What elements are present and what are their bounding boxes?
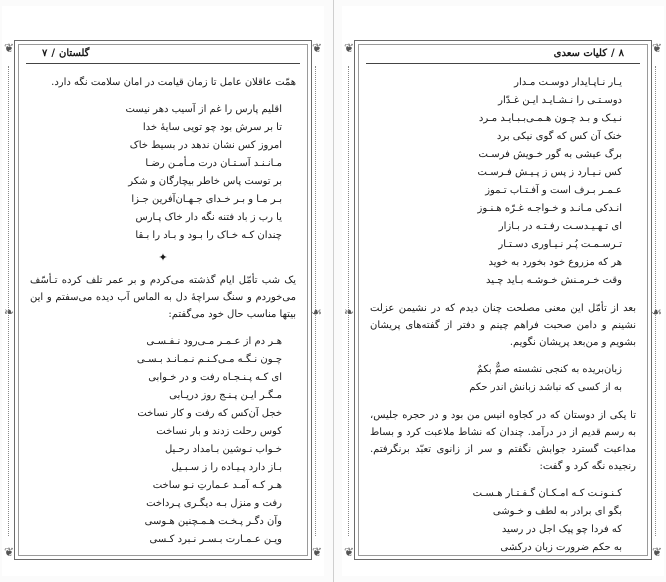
header-title: گلستان — [59, 48, 90, 59]
verse-line: خـواب نـوشین بـامداد رحـیل — [164, 444, 282, 455]
verse-line: انـدکی مـانـد و خـواجـه غـرّه هـنـوز — [477, 203, 622, 214]
verse-line: رفت و منزل بـه دیگـری پـرداخت — [146, 498, 282, 509]
verse-line: خنک آن کس که گوی نیکی برد — [496, 131, 622, 142]
verse-block — [370, 74, 636, 290]
verse-line: ای کـه پـنـجـاه رفت و در خـوابی — [148, 372, 282, 383]
prose-paragraph: یک شب تأمّل ایام گذشته می‌کردم و بر عمر تلف کرده تـأسّف می‌خوردم و سنگ سراچهٔ دل به الماس آب دیده می‌سفتم و این بیتها مناسب حال خود می‌گفتم: — [30, 275, 296, 320]
verse-line: ویـن عـمـارت بـسـر نـبرد کـسی — [149, 534, 282, 545]
header-rule — [26, 63, 300, 64]
verse-line: بر توست پاس خاطر بیچارگان و شکر — [128, 176, 282, 187]
verse-line: هـر کـه آمـد عـمارتِ نـو ساخت — [152, 480, 282, 491]
ornament-icon: ❦ — [4, 545, 15, 559]
verse-line: امروز کس نشان ندهد در بسیط خاک — [129, 140, 282, 151]
verse-line: اقلیم پارس را غم از آسیب دهر نیست — [125, 104, 282, 115]
verse-line: که فردا چو پیک اجل در رسید — [501, 524, 622, 535]
verse-line: نـیـک و بـد چـون هـمـی‌بـبـایـد مـرد — [478, 113, 622, 124]
verse-line: یا رب ز باد فتنه نگه دار خاک پـارس — [135, 212, 282, 223]
header-separator: / — [610, 48, 615, 59]
floral-border-left — [8, 66, 15, 536]
ornament-icon: ❦ — [651, 545, 662, 559]
ornament-icon: ❧ — [4, 305, 15, 319]
header-separator: / — [51, 48, 56, 59]
verse-block — [370, 485, 636, 557]
page-number: ۸ — [618, 48, 624, 59]
verse-line: مـانـنـد آسـتـان درت مـأمـن رضـا — [145, 158, 282, 169]
verse-block — [30, 333, 296, 549]
verse-line: ای تـهـیـدسـت رفـتـه در بـازار — [498, 221, 622, 232]
page-header — [42, 48, 284, 62]
ornament-icon: ☙ — [311, 305, 322, 319]
verse-line: چندان کـه خـاک را بـود و بـاد را بـقا — [135, 230, 282, 241]
floral-border-right — [315, 66, 322, 536]
verse-line: چـون نـگـه مـی‌کـنـم نـمـانـد بـسـی — [136, 354, 282, 365]
verse-line: برگ عیشی به گور خـویش فرسـت — [478, 149, 622, 160]
page-header — [382, 48, 624, 62]
verse-line: یـار نـاپـایدار دوسـت مـدار — [514, 77, 622, 88]
floral-border-right — [655, 66, 662, 536]
ornament-icon: ❧ — [344, 305, 355, 319]
verse-line: به حکم ضرورت زبان درکشی — [500, 542, 622, 553]
verse-line: بـاز دارد پـیـاده را ز سـبـیل — [171, 462, 282, 473]
verse-line: کـنـونـت کـه امـکـان گـفـتـار هـسـت — [472, 488, 622, 499]
ornament-icon: ☙ — [651, 305, 662, 319]
intro-line: همّت عاقلان عامل تا زمان قیامت در امان سلامت نگه دارد. — [51, 77, 296, 88]
section-separator-icon: ✦ — [158, 251, 168, 264]
book-page-right — [342, 6, 664, 576]
verse-line: هـر دم از عـمـر مـی‌رود نـفـسـی — [146, 336, 282, 347]
verse-line: بگو ای برادر به لطف و خـوشی — [492, 506, 622, 517]
verse-block — [30, 101, 296, 245]
verse-block — [370, 361, 636, 397]
ornament-icon: ❦ — [311, 41, 322, 55]
ornament-icon: ❦ — [4, 41, 15, 55]
verse-line: دوسـتـی را نـشـایـد ایـن غـدّار — [498, 95, 622, 106]
floral-border-left — [348, 66, 355, 536]
verse-line: عـمـر بـرف است و آفـتـاب تـموز — [485, 185, 622, 196]
page-number: ۷ — [42, 48, 48, 59]
prose-paragraph: بعد از تأمّل این معنی مصلحت چنان دیدم که در نشیمن عزلت نشینم و دامن صحبت فراهم چینم و دفتر از گفته‌های پریشان بشویم و من‌بعد پریشان نگویم. — [370, 303, 636, 348]
book-page-left — [2, 6, 324, 576]
verse-line: بـر مـا و بـر خـدای جـهـان‌آفرین جـزا — [131, 194, 282, 205]
verse-line: تـرسـمـت پُـر نـیـاوری دسـتـار — [498, 239, 622, 250]
verse-line: مـگـر ایـن پـنـج روز دریـابی — [169, 390, 282, 401]
header-title: کلیات سعدی — [553, 48, 607, 59]
verse-line: تا بر سرش بود چو تویی سایهٔ خدا — [142, 122, 282, 133]
page-gutter — [333, 0, 334, 582]
ornament-icon: ❦ — [311, 545, 322, 559]
ornament-icon: ❦ — [651, 41, 662, 55]
prose-paragraph: تا یکی از دوستان که در کجاوه انیس من بود و در حجره جلیس، به رسم قدیم از در درآمد. چندان که نشاط ملاعبت کرد و بساط مداعبت گسترد جوابش نگفتم و سر از زانوی تعبّد برنگرفتم. رنجیده نگه کرد و گفت: — [370, 410, 636, 472]
ornament-icon: ❦ — [344, 41, 355, 55]
verse-line: هر که مزروع خود بخورد به خوید — [488, 257, 622, 268]
verse-line: کس نـیـارد ز پس ز پـیـش فـرسـت — [477, 167, 622, 178]
verse-line: زبان‌بریده به کنجی نشسته صمٌّ بکمٌ — [476, 364, 622, 375]
page-content — [370, 74, 636, 557]
verse-line: کوس رحلت زدند و بار نساخت — [156, 426, 282, 437]
verse-line: خجل آن‌کس که رفت و کار نساخت — [137, 408, 282, 419]
verse-line: وآن دگـر پـخـت هـمـچنین هـوسی — [144, 516, 282, 527]
ornament-icon: ❦ — [344, 545, 355, 559]
header-rule — [366, 63, 640, 64]
verse-line: وقت خـرمـنش خـوشـه بـاید چـید — [486, 275, 622, 286]
verse-line: به از کسی که نباشد زبانش اندر حکم — [469, 382, 622, 393]
page-content — [30, 74, 296, 549]
